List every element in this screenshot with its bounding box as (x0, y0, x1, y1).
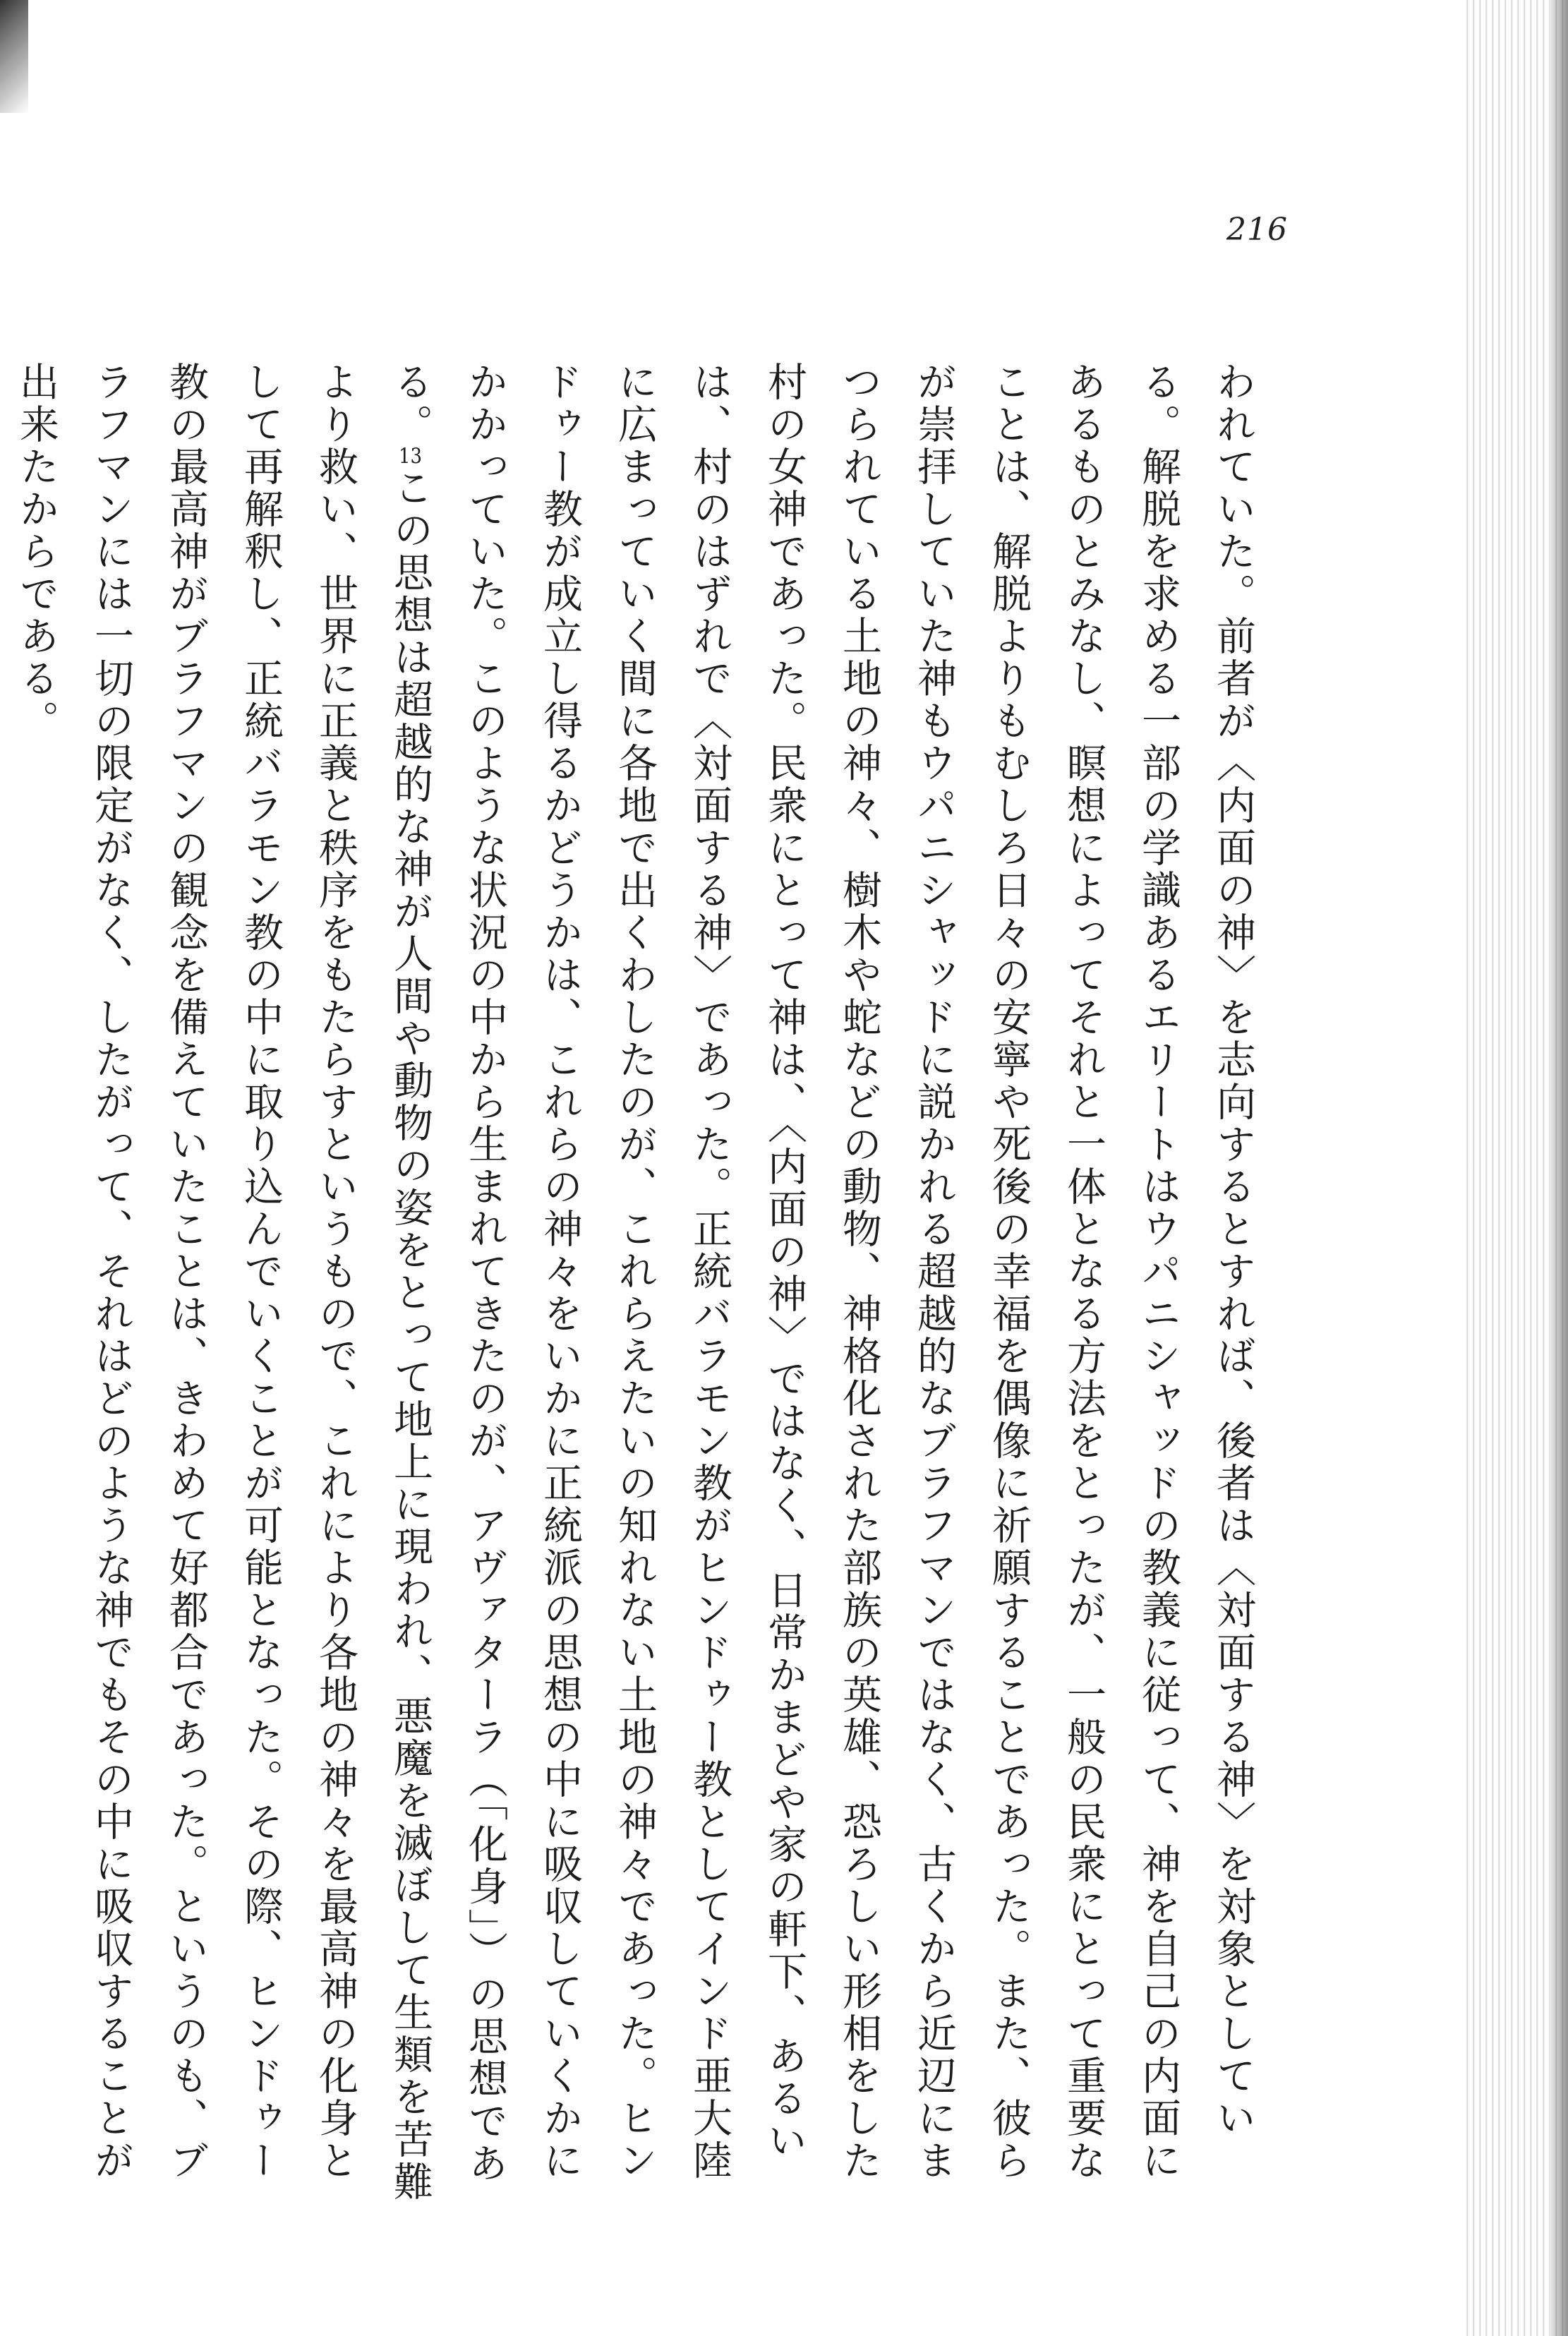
body-text (13, 361, 1270, 2210)
page-number: 216 (1226, 212, 1288, 248)
paragraph-1-text-a: われていた。前者が〈内面の神〉を志向するとすれば、後者は〈対面する神〉を対象としている。解脱を求める一部の学識あるエリートはウパニシャッドの教義に従って、神を自己の内面にあるものとみなし、瞑想によってそれと一体となる方法をとったが、一般の民衆にとって重要なことは、解脱よりもむしろ日々の安寧や死後の幸福を偶像に祈願することであった。また、彼らが崇拝していた神もウパニシャッドに説かれる超越的なブラフマンではなく、古くから近辺にまつられている土地の神々、樹木や蛇などの動物、神格化された部族の英雄、恐ろしい形相をした村の女神であった。民衆にとって神は、〈内面の神〉ではなく、日常かまどや家の軒下、あるいは、村のはずれで〈対面する神〉であった。正統バラモン教がヒンドゥー教としてインド亜大陸に広まっていく間に各地で出くわしたのが、これらえたいの知れない土地の神々であった。ヒンドゥー教が成立し得るかどうかは、これらの神々をいかに正統派の思想の中に吸収していくかにかかっていた。このような状況の中から生まれてきたのが、アヴァターラ（「化身」）の思想である。 (387, 361, 1256, 2185)
footnote-marker: 13 (399, 446, 422, 467)
book-edge-shadow (1551, 0, 1568, 2336)
page-corner-shadow (0, 0, 28, 113)
paragraph-1 (0, 361, 1270, 2210)
paragraph-1-text-b: この思想は超越的な神が人間や動物の姿をとって地上に現われ、悪魔を滅ぼして生類を苦難より救い、世界に正義と秩序をもたらすというもので、これにより各地の神々を最高神の化身として再解釈し、正統バラモン教の中に取り込んでいくことが可能となった。その際、ヒンドゥー教の最高神がブラフマンの観念を備えていたことは、きわめて好都合であった。というのも、ブラフマンには一切の限定がなく、したがって、それはどのような神でもその中に吸収することが出来たからである。 (13, 361, 433, 2203)
